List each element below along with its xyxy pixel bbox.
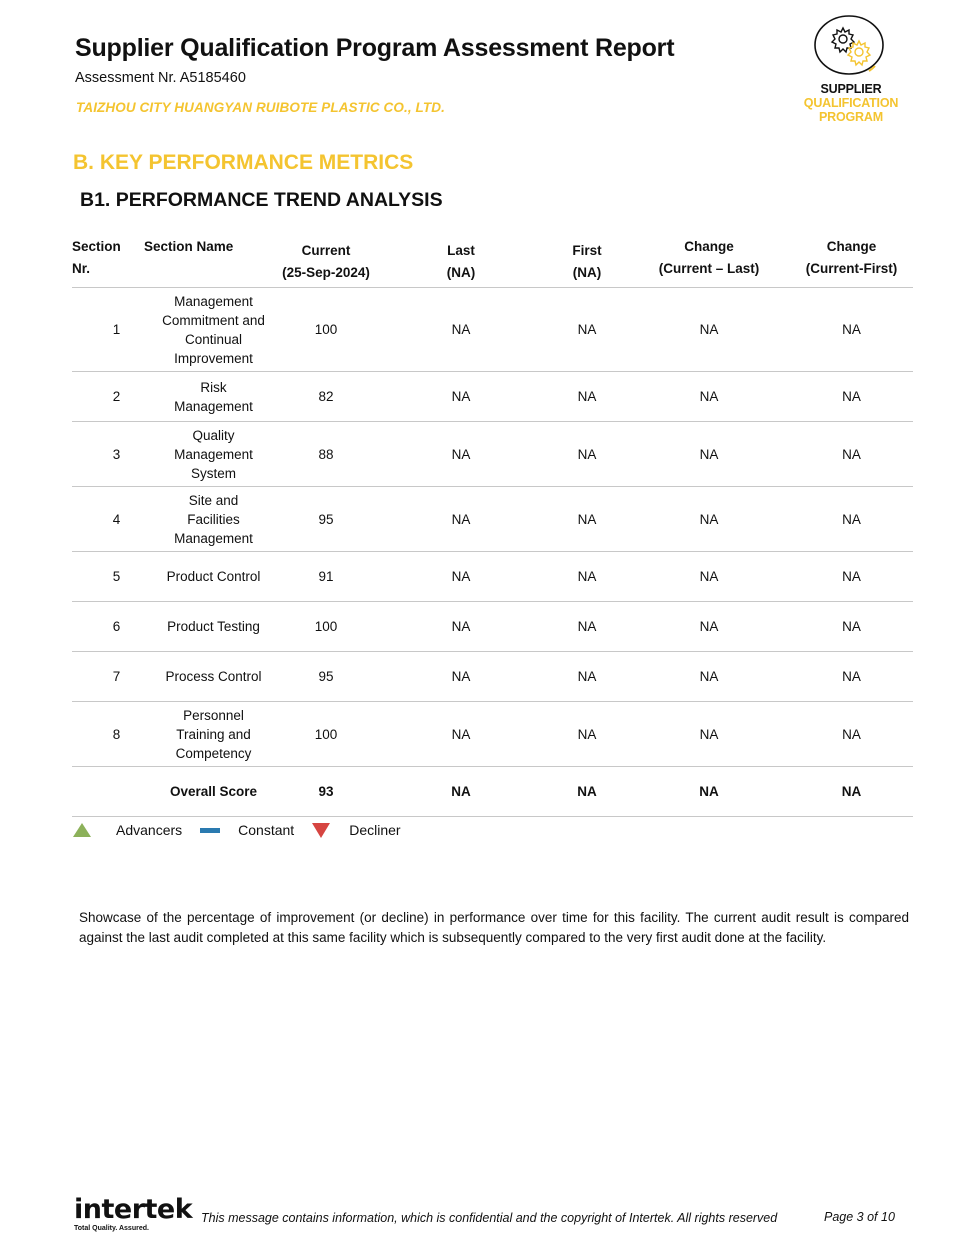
cell-last: NA: [376, 652, 546, 702]
cell-overall-last: NA: [376, 767, 546, 817]
legend-constant: [182, 822, 294, 838]
legend-decliner: [294, 822, 400, 838]
table-row: [72, 487, 913, 552]
cell-current: 91: [276, 552, 376, 602]
header-first-line1: First: [572, 243, 602, 258]
description-paragraph: Showcase of the percentage of improvement (or decline) in performance over time for this facility. The current audit result is compared against the last audit completed at this same facility which is subsequently compared to the very first audit done at the facility.: [79, 910, 909, 945]
header-section-nr: [72, 234, 144, 288]
cell-section-name-text: Site and Facilities Management: [174, 492, 253, 546]
header-section-name: [144, 234, 276, 288]
cell-last: NA: [376, 552, 546, 602]
company-name: TAIZHOU CITY HUANGYAN RUIBOTE PLASTIC CO., LTD.: [76, 100, 445, 115]
cell-first: NA: [546, 702, 628, 767]
cell-current: 95: [276, 487, 376, 552]
cell-current: 82: [276, 372, 376, 422]
header-change-current-first: [790, 234, 913, 288]
cell-change-current-first: NA: [790, 487, 913, 552]
cell-current: 100: [276, 288, 376, 372]
report-title: Supplier Qualification Program Assessment Report: [75, 34, 675, 62]
cell-change-current-first: NA: [790, 288, 913, 372]
header-change-current-last: [628, 234, 790, 288]
cell-change-current-first: NA: [790, 422, 913, 487]
cell-change-current-last: NA: [628, 288, 790, 372]
cell-change-current-last: NA: [628, 422, 790, 487]
header-last-line2: (NA): [446, 265, 476, 280]
cell-first: NA: [546, 602, 628, 652]
cell-last: NA: [376, 422, 546, 487]
cell-current: 100: [276, 702, 376, 767]
header-change-cf-line1: Change: [826, 239, 877, 254]
cell-section-name-text: Risk Management: [174, 379, 253, 414]
cell-last: NA: [376, 372, 546, 422]
header-change-cl-line2: (Current – Last): [658, 261, 760, 276]
cell-overall-first: NA: [546, 767, 628, 817]
header-section-nr-line2: Nr.: [72, 261, 91, 276]
table-row: [72, 372, 913, 422]
header-current-line1: Current: [301, 243, 351, 258]
cell-section-name: [144, 702, 276, 767]
supplier-qualification-program-logo: [796, 14, 906, 126]
cell-section-name: [144, 422, 276, 487]
intertek-tagline: Total Quality. Assured.: [74, 1225, 149, 1232]
cell-last: NA: [376, 702, 546, 767]
table-row: [72, 288, 913, 372]
cell-section-nr: [72, 767, 144, 817]
cell-section-name: [144, 372, 276, 422]
table-row: [72, 602, 913, 652]
table-header-row: [72, 234, 913, 288]
header-current: [276, 234, 376, 288]
logo-text-program: PROGRAM: [819, 110, 883, 124]
overall-score-row: [72, 767, 913, 817]
header-current-line2: (25-Sep-2024): [282, 265, 370, 280]
cell-last: NA: [376, 487, 546, 552]
cell-overall-change-current-first: NA: [790, 767, 913, 817]
cell-section-name: [144, 487, 276, 552]
cell-section-name: Management Commitment and Continual Improvement: [144, 288, 276, 372]
header-change-cf-line2: (Current-First): [805, 261, 898, 276]
cell-last: NA: [376, 288, 546, 372]
cell-section-nr: 3: [72, 422, 144, 487]
cell-first: NA: [546, 422, 628, 487]
cell-change-current-last: NA: [628, 552, 790, 602]
cell-first: NA: [546, 652, 628, 702]
header-first-line2: (NA): [572, 265, 602, 280]
table-row: [72, 552, 913, 602]
cell-change-current-first: NA: [790, 602, 913, 652]
assessment-number: Assessment Nr. A5185460: [75, 70, 246, 86]
cell-section-nr: 5: [72, 552, 144, 602]
cell-change-current-last: NA: [628, 372, 790, 422]
cell-first: NA: [546, 288, 628, 372]
cell-change-current-first: NA: [790, 652, 913, 702]
triangle-down-icon: [312, 823, 330, 838]
header-section-name-text: Section Name: [144, 239, 234, 254]
confidentiality-note: This message contains information, which is confidential and the copyright of Intertek. All rights reserved: [201, 1211, 778, 1225]
page-number: Page 3 of 10: [824, 1210, 895, 1224]
cell-change-current-first: NA: [790, 372, 913, 422]
cell-section-nr: 2: [72, 372, 144, 422]
cell-change-current-last: NA: [628, 487, 790, 552]
cell-change-current-first: NA: [790, 702, 913, 767]
section-heading: B. KEY PERFORMANCE METRICS: [73, 151, 414, 174]
cell-first: NA: [546, 487, 628, 552]
cell-first: NA: [546, 372, 628, 422]
cell-current: 95: [276, 652, 376, 702]
cell-section-name: Product Control: [144, 552, 276, 602]
legend-advancers: [73, 822, 182, 838]
logo-text-supplier: SUPPLIER: [820, 82, 882, 96]
cell-last: NA: [376, 602, 546, 652]
cell-overall-label: Overall Score: [144, 767, 276, 817]
legend-advancers-label: Advancers: [116, 822, 183, 838]
cell-section-name-text: Quality Management System: [174, 427, 253, 481]
legend-constant-label: Constant: [238, 822, 295, 838]
header-last-line1: Last: [447, 243, 475, 258]
header-change-cl-line1: Change: [684, 239, 734, 254]
header-section-nr-line1: Section: [72, 239, 121, 254]
cell-section-nr: 4: [72, 487, 144, 552]
cell-section-nr: 6: [72, 602, 144, 652]
cell-section-name: Process Control: [144, 652, 276, 702]
cell-overall-change-current-last: NA: [628, 767, 790, 817]
cell-section-name-text: Personnel Training and Competency: [175, 707, 252, 761]
cell-section-name: Product Testing: [144, 602, 276, 652]
table-row: [72, 422, 913, 487]
intertek-wordmark: intertek: [74, 1194, 193, 1225]
subsection-heading: B1. PERFORMANCE TREND ANALYSIS: [80, 189, 443, 211]
dash-icon: [200, 828, 220, 833]
cell-change-current-last: NA: [628, 702, 790, 767]
cell-change-current-last: NA: [628, 652, 790, 702]
performance-trend-table: [72, 234, 913, 817]
cell-change-current-last: NA: [628, 602, 790, 652]
header-first: [546, 234, 628, 288]
cell-section-nr: 7: [72, 652, 144, 702]
intertek-logo: [74, 1196, 192, 1232]
cell-change-current-first: NA: [790, 552, 913, 602]
header-last: [376, 234, 546, 288]
cell-first: NA: [546, 552, 628, 602]
cell-overall-current: 93: [276, 767, 376, 817]
cell-current: 100: [276, 602, 376, 652]
gears-icon: [813, 14, 889, 80]
table-row: [72, 652, 913, 702]
triangle-up-icon: [73, 823, 91, 837]
logo-text-qualification: QUALIFICATION: [803, 96, 899, 110]
legend-decliner-label: Decliner: [349, 822, 401, 838]
cell-section-nr: 1: [72, 288, 144, 372]
cell-section-nr: 8: [72, 702, 144, 767]
cell-current: 88: [276, 422, 376, 487]
trend-legend: [73, 822, 401, 838]
table-row: [72, 702, 913, 767]
